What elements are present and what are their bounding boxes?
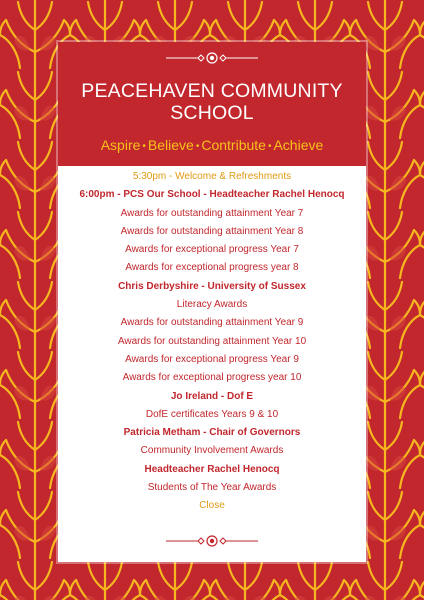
motto-separator: •: [267, 141, 272, 152]
school-title-line-2: SCHOOL: [170, 102, 254, 124]
schedule-item: Awards for outstanding attainment Year 10: [117, 335, 307, 347]
schedule-item: 6:00pm - PCS Our School - Headteacher Rachel Henocq: [79, 189, 345, 201]
schedule-item: Awards for outstanding attainment Year 8: [120, 225, 304, 237]
schedule-item: Awards for exceptional progress Year 9: [125, 353, 299, 365]
schedule-item: Awards for exceptional progress Year 7: [125, 244, 299, 256]
schedule-item: Students of The Year Awards: [147, 482, 277, 494]
schedule-item: Awards for exceptional progress year 8: [125, 262, 299, 274]
motto-separator: •: [195, 141, 200, 152]
school-title: [58, 80, 366, 124]
schedule-item: Awards for outstanding attainment Year 7: [120, 207, 304, 219]
schedule-item: Literacy Awards: [176, 299, 248, 311]
top-ornament-icon: [58, 51, 366, 65]
schedule-item: Close: [199, 500, 225, 512]
school-title-line-1: PEACEHAVEN COMMUNITY: [81, 80, 343, 102]
schedule-item: Awards for outstanding attainment Year 9: [120, 317, 304, 329]
motto-separator: •: [142, 141, 146, 152]
schedule-item: DofE certificates Years 9 & 10: [145, 408, 279, 420]
motto-word-3: Contribute: [201, 137, 266, 153]
motto-word-1: Aspire: [100, 137, 141, 153]
schedule-item: Chris Derbyshire - University of Sussex: [118, 280, 306, 292]
schedule-item: Awards for exceptional progress year 10: [122, 372, 302, 384]
programme-header: [58, 42, 366, 166]
schedule-item: 5:30pm - Welcome & Refreshments: [132, 171, 292, 182]
bottom-ornament-icon: [58, 534, 366, 548]
schedule-item: Patricia Metham - Chair of Governors: [123, 427, 301, 439]
schedule-item: Jo Ireland - Dof E: [170, 390, 254, 402]
motto-word-4: Achieve: [273, 137, 324, 153]
motto-word-2: Believe: [147, 137, 194, 153]
programme-card: [58, 42, 366, 562]
school-motto: [58, 136, 366, 156]
schedule-item: Community Involvement Awards: [140, 445, 284, 457]
schedule-item: Headteacher Rachel Henocq: [144, 463, 280, 475]
schedule-list: [58, 168, 366, 516]
